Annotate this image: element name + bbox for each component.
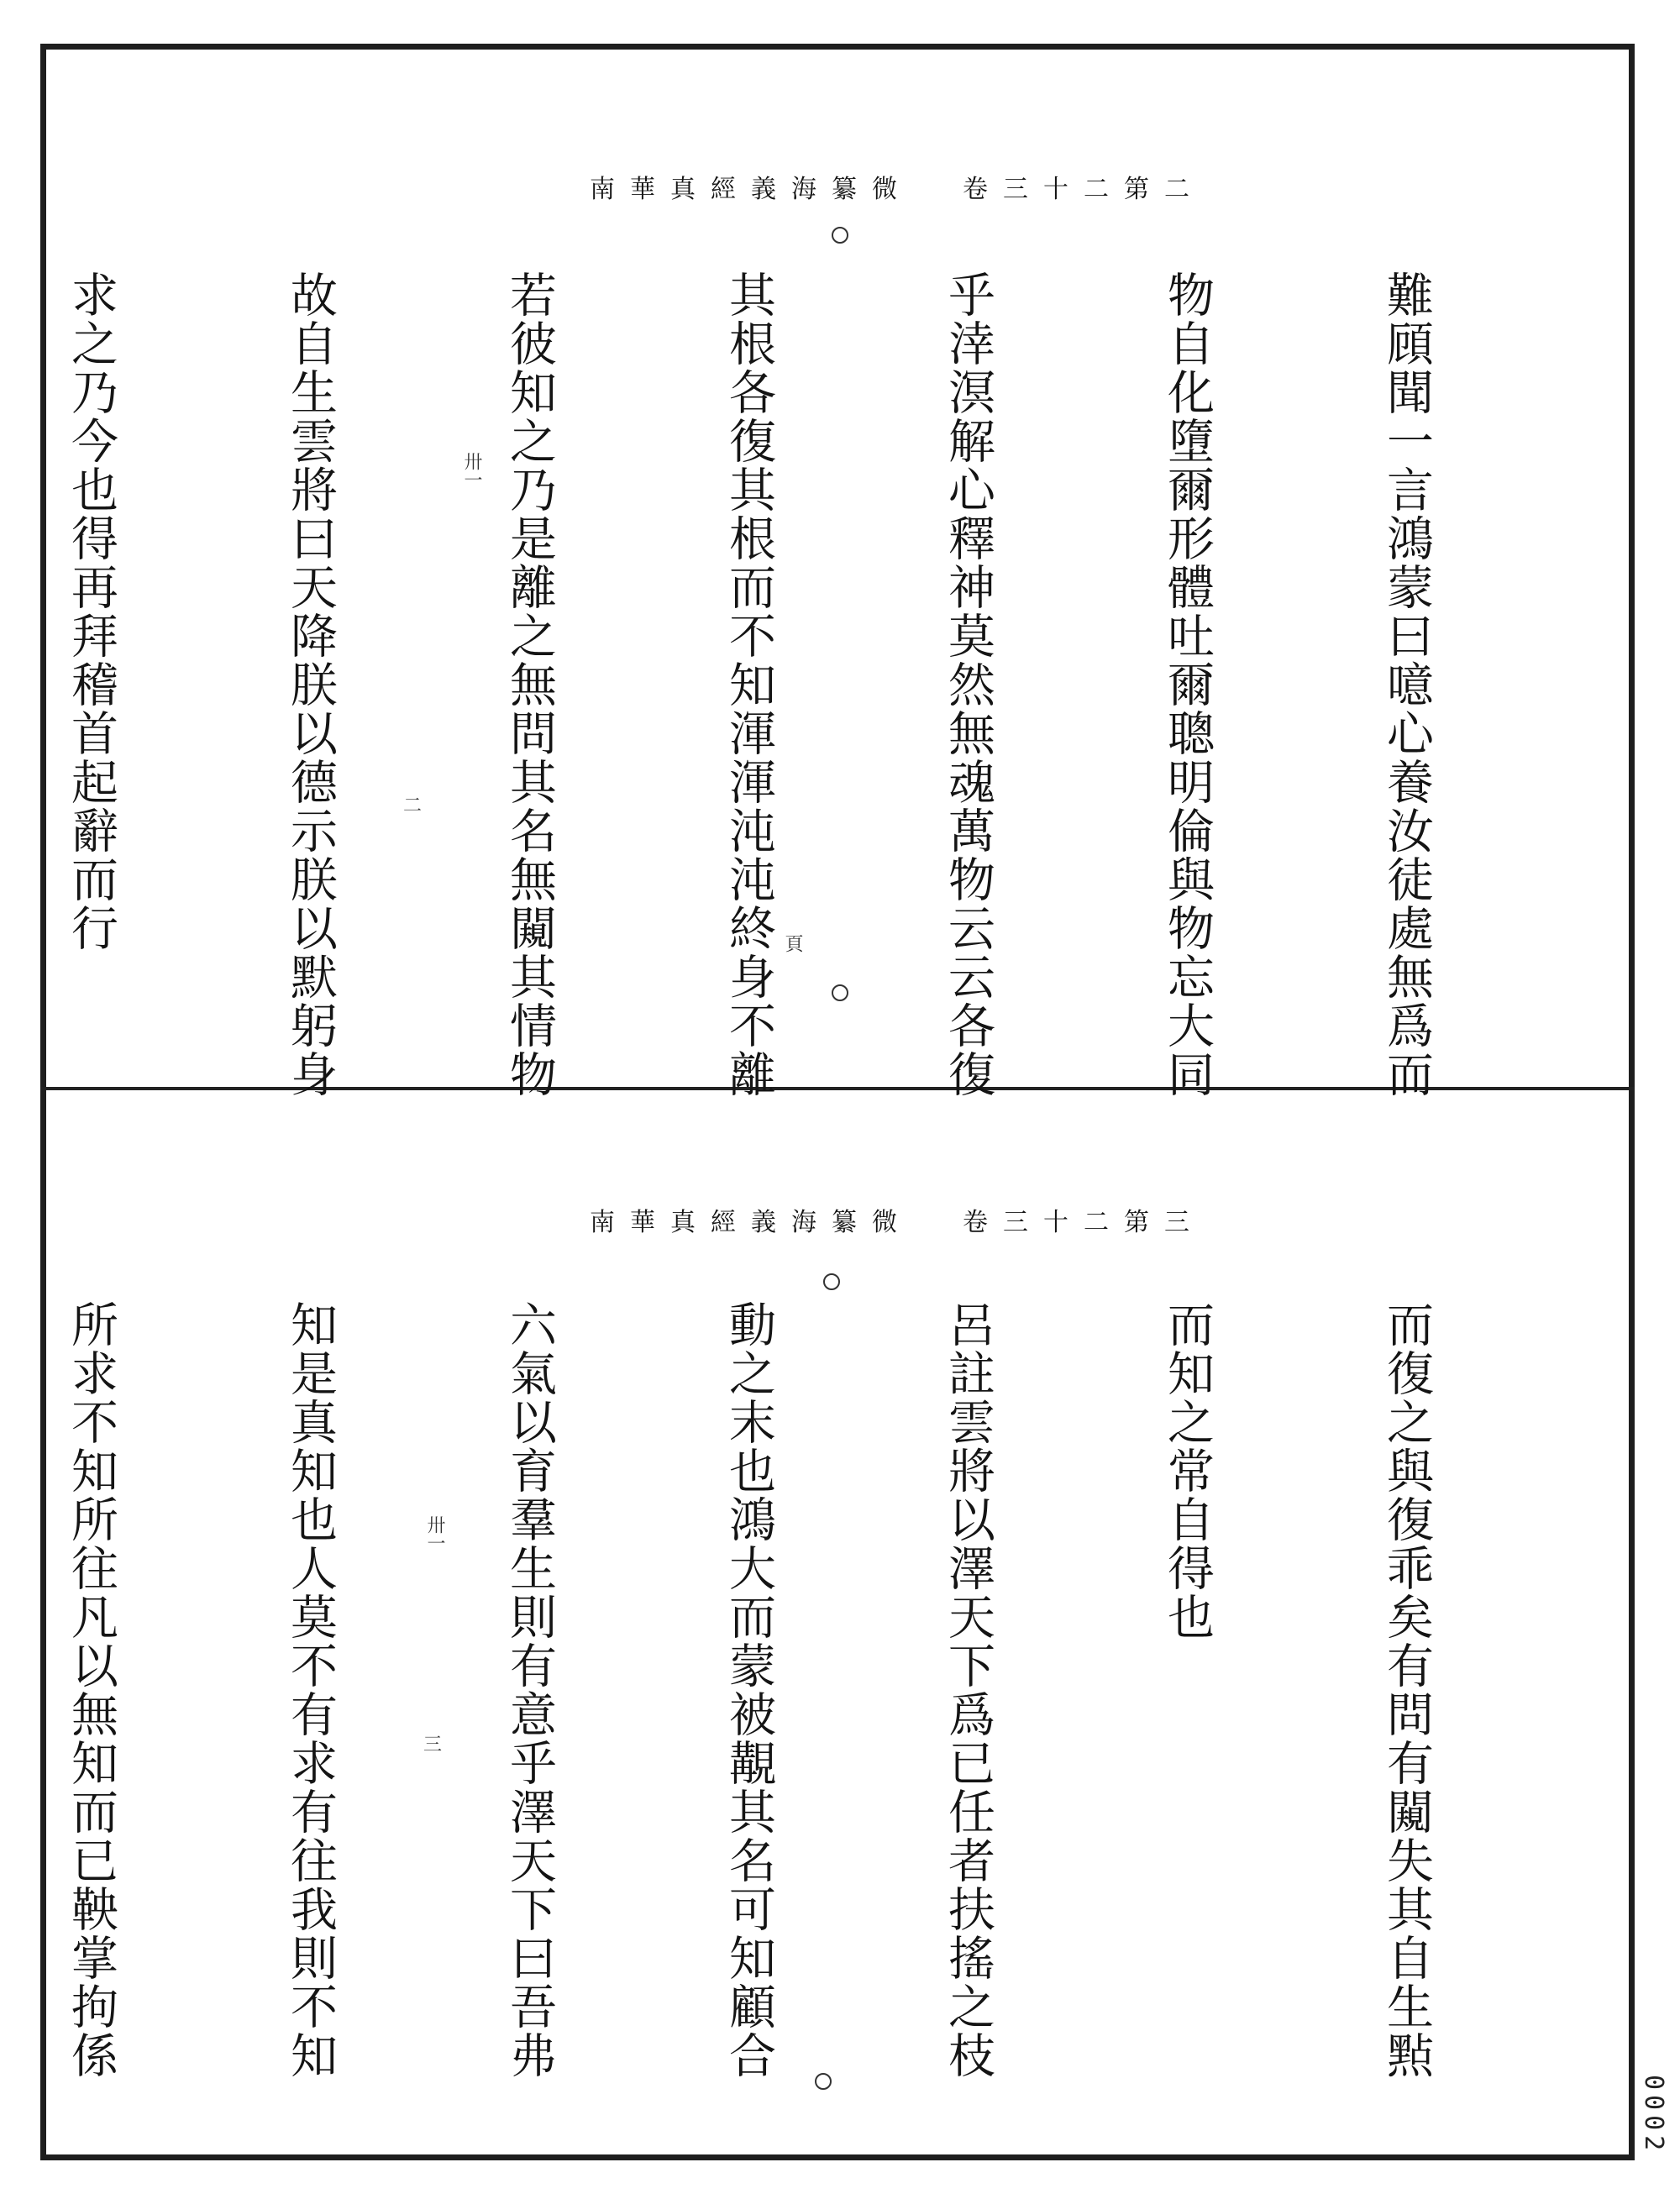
text-column: 其根各復其根而不知渾渾沌沌終身不離 (722, 270, 776, 1099)
text-column: 物自化墮爾形體吐爾聰明倫與物忘大同 (1160, 270, 1215, 1099)
header-volume: 卷三十二 (963, 175, 1124, 204)
top-panel (40, 44, 1635, 1099)
text-column: 故自生雲將曰天降朕以德示朕以默躬身 (283, 270, 338, 1099)
header-title: 南華真經義海纂微 (590, 1208, 912, 1237)
margin-mark: 三 (423, 1735, 443, 1756)
binding-circle-icon (832, 227, 848, 244)
text-column: 乎涬溟解心釋神莫然無魂萬物云云各復 (941, 270, 995, 1099)
header-volume: 卷三十二 (963, 1208, 1124, 1237)
text-column: 而復之與復乖矣有問有闚失其自生㸃 (1379, 1300, 1434, 2080)
margin-mark: 卅一 (461, 452, 482, 489)
text-column: 而知之常自得也 (1160, 1300, 1215, 1641)
header-page: 第二 (1124, 175, 1205, 204)
binding-circle-icon (823, 1273, 840, 1290)
margin-mark: 卅一 (424, 1515, 445, 1552)
page-reference-mark: 頁 (782, 934, 803, 953)
text-column: 求之乃今也得再拜稽首起辭而行 (64, 270, 118, 953)
text-column: 難頋聞一言鴻蒙曰噫心養汝徒處無爲而 (1379, 270, 1434, 1099)
margin-mark: 二 (403, 795, 423, 816)
text-column: 若彼知之乃是離之無問其名無闚其情物 (502, 270, 557, 1099)
page-number: 0002 (1639, 2074, 1668, 2155)
header-page: 第三 (1124, 1208, 1205, 1237)
top-panel-text (0, 270, 1589, 1099)
text-column: 所求不知所往凡以無知而已鞅掌拘係 (64, 1300, 118, 2080)
text-column: 動之末也鴻大而蒙被覯其名可知顧合 (722, 1300, 776, 2080)
bottom-panel (40, 1092, 1635, 2160)
bottom-panel-text (0, 1300, 1589, 2132)
top-panel-header (544, 168, 1250, 205)
bottom-panel-header (544, 1201, 1250, 1238)
header-title: 南華真經義海纂微 (590, 175, 912, 204)
text-column: 知是真知也人莫不有求有往我則不知 (283, 1300, 338, 2080)
text-column: 呂註雲將以澤天下爲已任者扶搖之枝 (941, 1300, 995, 2080)
text-column: 六氣以育羣生則有意乎澤天下曰吾弗 (502, 1300, 557, 2080)
